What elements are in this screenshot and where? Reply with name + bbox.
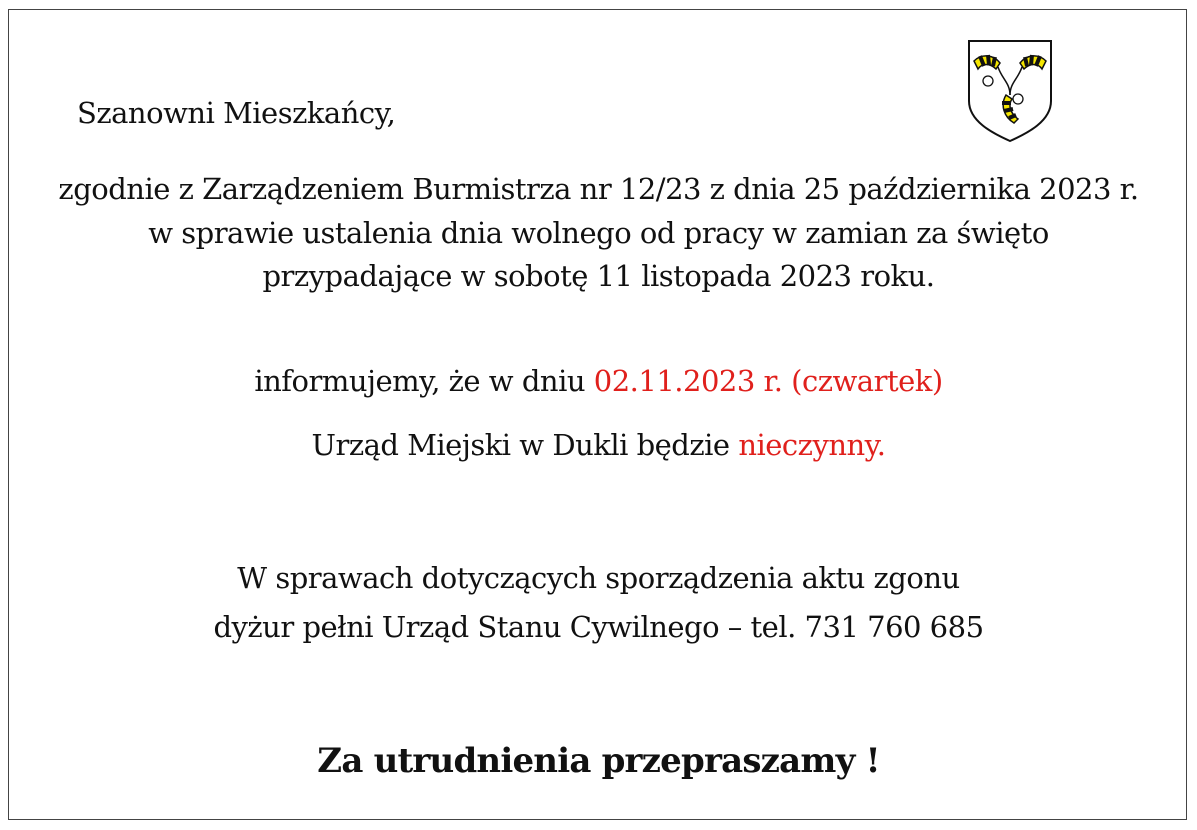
civil-registry-line-2: dyżur pełni Urząd Stanu Cywilnego – tel. 731 760 685 xyxy=(213,610,984,644)
closure-date-prefix: informujemy, że w dniu xyxy=(254,364,594,398)
office-status-prefix: Urząd Miejski w Dukli będzie xyxy=(311,428,739,462)
coat-of-arms-icon xyxy=(966,39,1054,143)
intro-line-3: przypadające w sobotę 11 listopada 2023 roku. xyxy=(262,259,935,293)
office-status-line xyxy=(0,428,1197,462)
office-status: nieczynny xyxy=(738,428,877,462)
greeting: Szanowni Mieszkańcy, xyxy=(77,96,396,130)
intro-line-1: zgodnie z Zarządzeniem Burmistrza nr 12/23 z dnia 25 października 2023 r. xyxy=(58,172,1139,206)
civil-registry-line-1: W sprawach dotyczących sporządzenia aktu zgonu xyxy=(237,561,960,595)
closure-date: 02.11.2023 r. (czwartek) xyxy=(593,364,943,398)
closure-date-line xyxy=(0,364,1197,398)
intro-line-2: w sprawie ustalenia dnia wolnego od pracy w zamian za święto xyxy=(148,216,1049,250)
office-status-suffix: . xyxy=(876,428,886,462)
closing-apology: Za utrudnienia przepraszamy ! xyxy=(317,741,880,781)
